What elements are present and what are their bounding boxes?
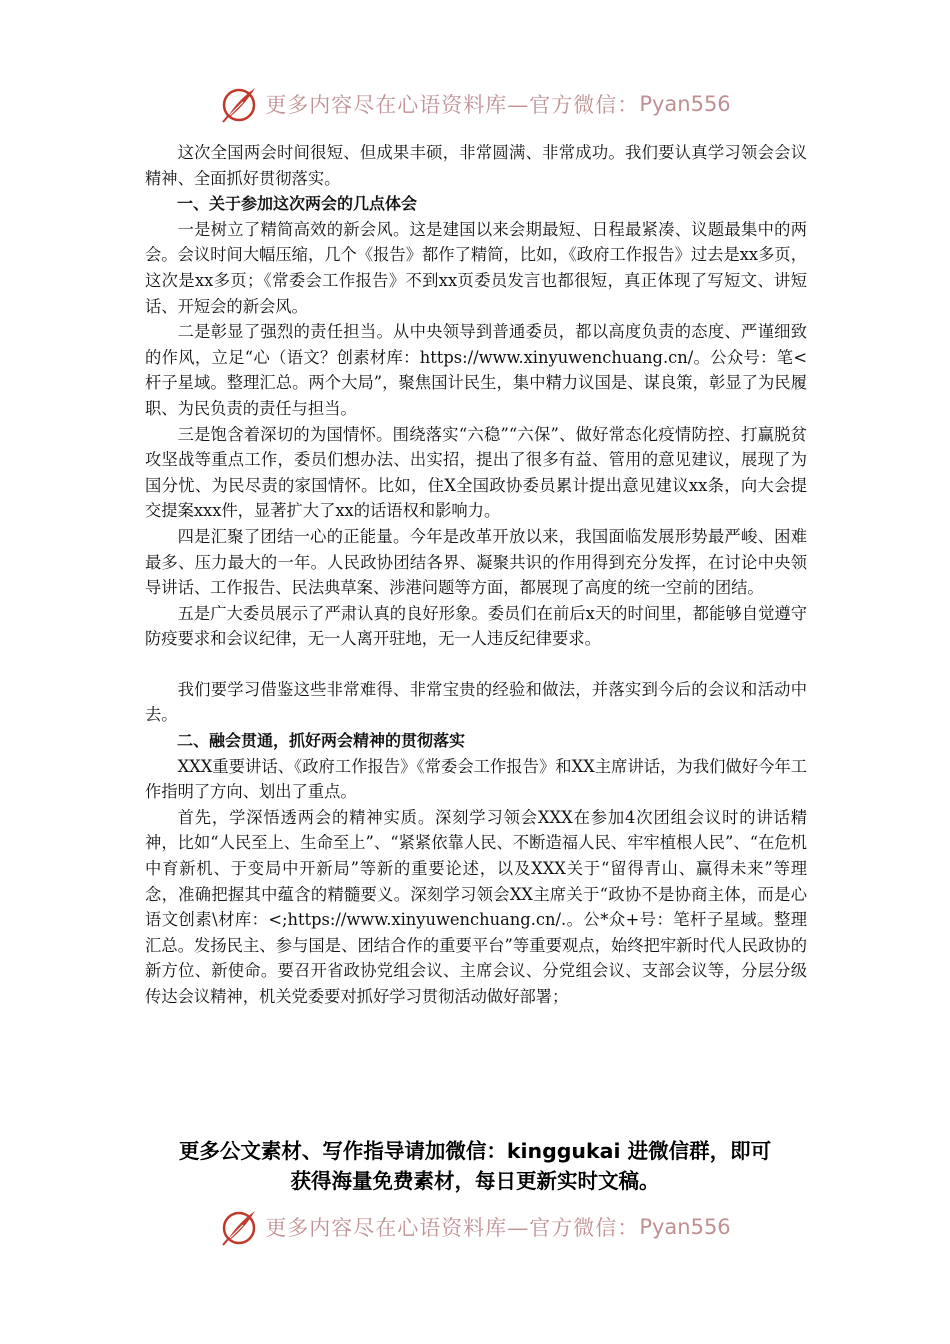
banner-text: 更多内容尽在心语资料库—官方微信： [265,1216,640,1240]
paragraph: 这次全国两会时间很短、但成果丰硕，非常圆满、非常成功。我们要认真学习领会会议精神、全面抓好贯彻落实。 [145,143,807,188]
section-heading: 二、融会贯通，抓好两会精神的贯彻落实 [177,731,466,751]
banner-wechat-id: Pyan556 [639,1215,731,1239]
quill-logo-icon [219,1207,259,1247]
section-heading: 一、关于参加这次两会的几点体会 [177,194,418,214]
header-banner [0,82,950,126]
promo-line: 获得海量免费素材，每日更新实时文稿。 [290,1169,660,1193]
promo-notice [0,1136,950,1196]
quill-logo-icon [219,84,259,124]
promo-line: 更多公文素材、写作指导请加微信：kinggukai 进微信群，即可 [178,1139,772,1163]
banner-wechat-id: Pyan556 [639,92,731,116]
paragraph: 我们要学习借鉴这些非常难得、非常宝贵的经验和做法，并落实到今后的会议和活动中去。 [145,679,807,725]
paragraph: 四是汇聚了团结一心的正能量。今年是改革开放以来，我国面临发展形势最严峻、困难最多、压力最大的一年。人民政协团结各界、凝聚共识的作用得到充分发挥，在讨论中央领导讲话、工作报告、民法典草案、涉港问题等方面，都展现了高度的统一空前的团结。 [145,526,807,598]
paragraph: 二是彰显了强烈的责任担当。从中央领导到普通委员，都以高度负责的态度、严谨细致的作风，立足“心（语文？创素材库：https://www.xinyuwenchuang.cn/。公众号：笔<杆子星域。整理汇总。两个大局”，聚焦国计民生，集中精力议国是、谋良策，彰显了为民履职、为民负责的责任与担当。 [145,322,807,418]
banner-text: 更多内容尽在心语资料库—官方微信： [265,93,640,117]
blank-line [145,652,807,677]
paragraph: XXX重要讲话、《政府工作报告》《常委会工作报告》和XX主席讲话，为我们做好今年工作指明了方向、划出了重点。 [145,756,807,802]
footer-banner [0,1205,950,1249]
document-body [145,140,807,1010]
paragraph: 首先，学深悟透两会的精神实质。深刻学习领会XXX在参加4次团组会议时的讲话精神，比如“人民至上、生命至上”、“紧紧依靠人民、不断造福人民、牢牢植根人民”、“在危机中育新机、于变局中开新局”等新的重要论述，以及XXX关于“留得青山、赢得未来”等理念，准确把握其中蕴含的精髓要义。深刻学习领会XX主席关于“政协不是协商主体，而是心语文创素\材库：<;https://www.xinyuwenchuang.cn/.。公*众+号：笔杆子星域。整理汇总。发扬民主、参与国是、团结合作的重要平台”等重要观点，始终把牢新时代人民政协的新方位、新使命。要召开省政协党组会议、主席会议、分党组会议、支部会议等，分层分级传达会议精神，机关党委要对抓好学习贯彻活动做好部署； [145,807,807,1006]
paragraph: 五是广大委员展示了严肃认真的良好形象。委员们在前后x天的时间里，都能够自觉遵守防疫要求和会议纪律，无一人离开驻地，无一人违反纪律要求。 [145,603,807,649]
paragraph: 一是树立了精简高效的新会风。这是建国以来会期最短、日程最紧凑、议题最集中的两会。会议时间大幅压缩，几个《报告》都作了精简，比如，《政府工作报告》过去是xx多页，这次是xx多页；《常委会工作报告》不到xx页委员发言也都很短，真正体现了写短文、讲短话、开短会的新会风。 [145,219,807,316]
paragraph: 三是饱含着深切的为国情怀。围绕落实“六稳”“六保”、做好常态化疫情防控、打赢脱贫攻坚战等重点工作，委员们想办法、出实招，提出了很多有益、管用的意见建议，展现了为国分忧、为民尽责的家国情怀。比如，住X全国政协委员累计提出意见建议xx条，向大会提交提案xxx件，显著扩大了xx的话语权和影响力。 [145,424,807,521]
